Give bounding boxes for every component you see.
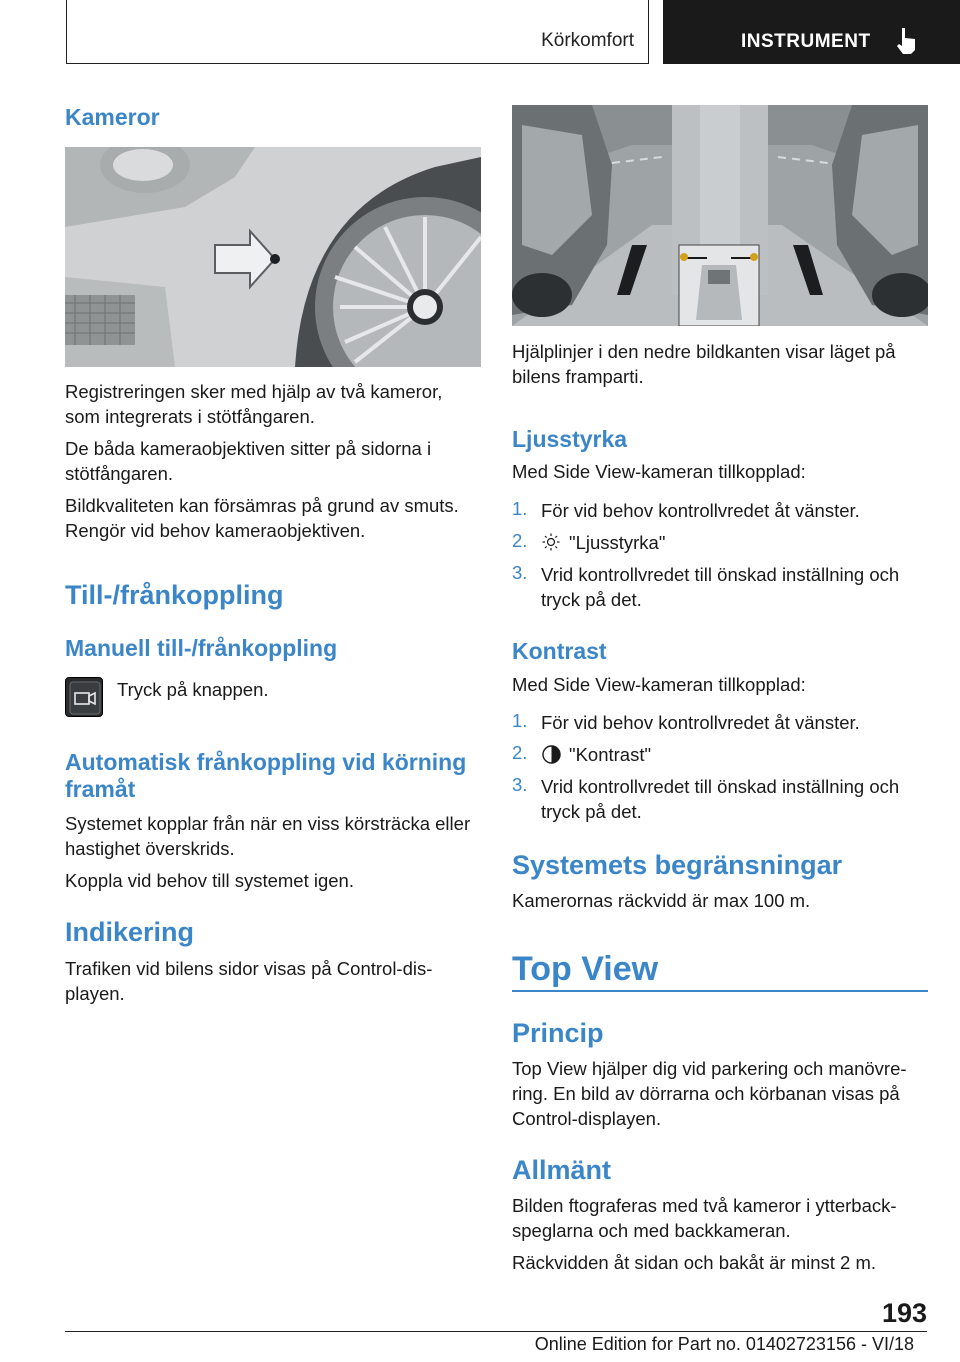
step-text: "Kontrast" [569,744,652,765]
step-text: "Ljusstyrka" [569,532,666,553]
step-number: 2. [512,742,528,763]
begransningar-paragraph: Kamerornas räckvidd är max 100 m. [512,890,811,911]
allmant-paragraph-1: Bilden ftograferas med två kameror i ytterback-speglarna och med backkameran. [512,1195,897,1241]
page-number: 193 [881,1298,927,1328]
header-section-box [66,0,649,64]
side-view-display-photo [512,105,928,326]
automatisk-paragraph-2: Koppla vid behov till systemet igen. [65,870,354,891]
section-title-kameror: Kameror [65,104,160,130]
header-chapter-title: INSTRUMENT [741,31,871,52]
kontrast-steps [512,710,928,830]
section-title-ljusstyrka: Ljusstyrka [512,426,628,452]
header-chapter-tab [663,0,960,64]
kameror-paragraph-1: Registreringen sker med hjälp av två kameror, som integrerats i stötfångaren. [65,381,443,427]
photo-caption: Hjälplinjer i den nedre bildkanten visar läget på bilens framparti. [512,341,896,387]
step-number: 3. [512,562,528,583]
ljusstyrka-intro: Med Side View-kameran tillkopplad: [512,461,806,482]
step-text: Vrid kontrollvredet till önskad inställning och tryck på det. [541,564,900,610]
contrast-icon [542,745,561,769]
step-text: Vrid kontrollvredet till önskad inställning och tryck på det. [541,776,900,822]
footer-edition: Online Edition for Part no. 01402723156 - VI/18 [534,1334,914,1354]
chapter-title-underline [512,990,928,992]
step-number: 1. [512,498,528,519]
princip-paragraph: Top View hjälper dig vid parkering och manövre-ring. En bild av dörrarna och körbanan visas på Control-displayen. [512,1058,907,1129]
section-title-indikering: Indikering [65,917,195,947]
step-number: 3. [512,774,528,795]
step-number: 2. [512,530,528,551]
subsection-title-automatisk: Automatisk frånkoppling vid körning framåt [65,749,467,802]
manuell-text: Tryck på knappen. [117,679,269,700]
kontrast-intro: Med Side View-kameran tillkopplad: [512,674,806,695]
hand-pointer-icon [895,26,917,61]
header-section-title: Körkomfort [541,30,634,51]
brightness-icon [542,533,560,556]
camera-button-icon [65,677,103,717]
section-title-allmant: Allmänt [512,1155,612,1185]
kameror-paragraph-2: De båda kameraobjektiven sitter på sidorna i stötfångaren. [65,438,432,484]
section-title-begransningar: Systemets begränsningar [512,850,843,880]
section-title-kontrast: Kontrast [512,638,607,664]
indikering-paragraph: Trafiken vid bilens sidor visas på Control-dis-playen. [65,958,433,1004]
footer-divider [65,1331,927,1332]
chapter-title-top-view: Top View [512,950,659,988]
allmant-paragraph-2: Räckvidden åt sidan och bakåt är minst 2 m. [512,1252,877,1273]
subsection-title-manuell: Manuell till-/frånkoppling [65,635,338,661]
step-text: För vid behov kontrollvredet åt vänster. [541,500,860,521]
section-title-princip: Princip [512,1018,604,1048]
automatisk-paragraph-1: Systemet kopplar från när en viss körsträcka eller hastighet överskrids. [65,813,471,859]
ljusstyrka-steps [512,498,928,618]
kameror-paragraph-3: Bildkvaliteten kan försämras på grund av smuts. Rengör vid behov kameraobjektiven. [65,495,459,541]
section-title-till-frankoppling: Till-/frånkoppling [65,580,284,610]
step-text: För vid behov kontrollvredet åt vänster. [541,712,860,733]
step-number: 1. [512,710,528,731]
bumper-camera-photo [65,147,481,367]
